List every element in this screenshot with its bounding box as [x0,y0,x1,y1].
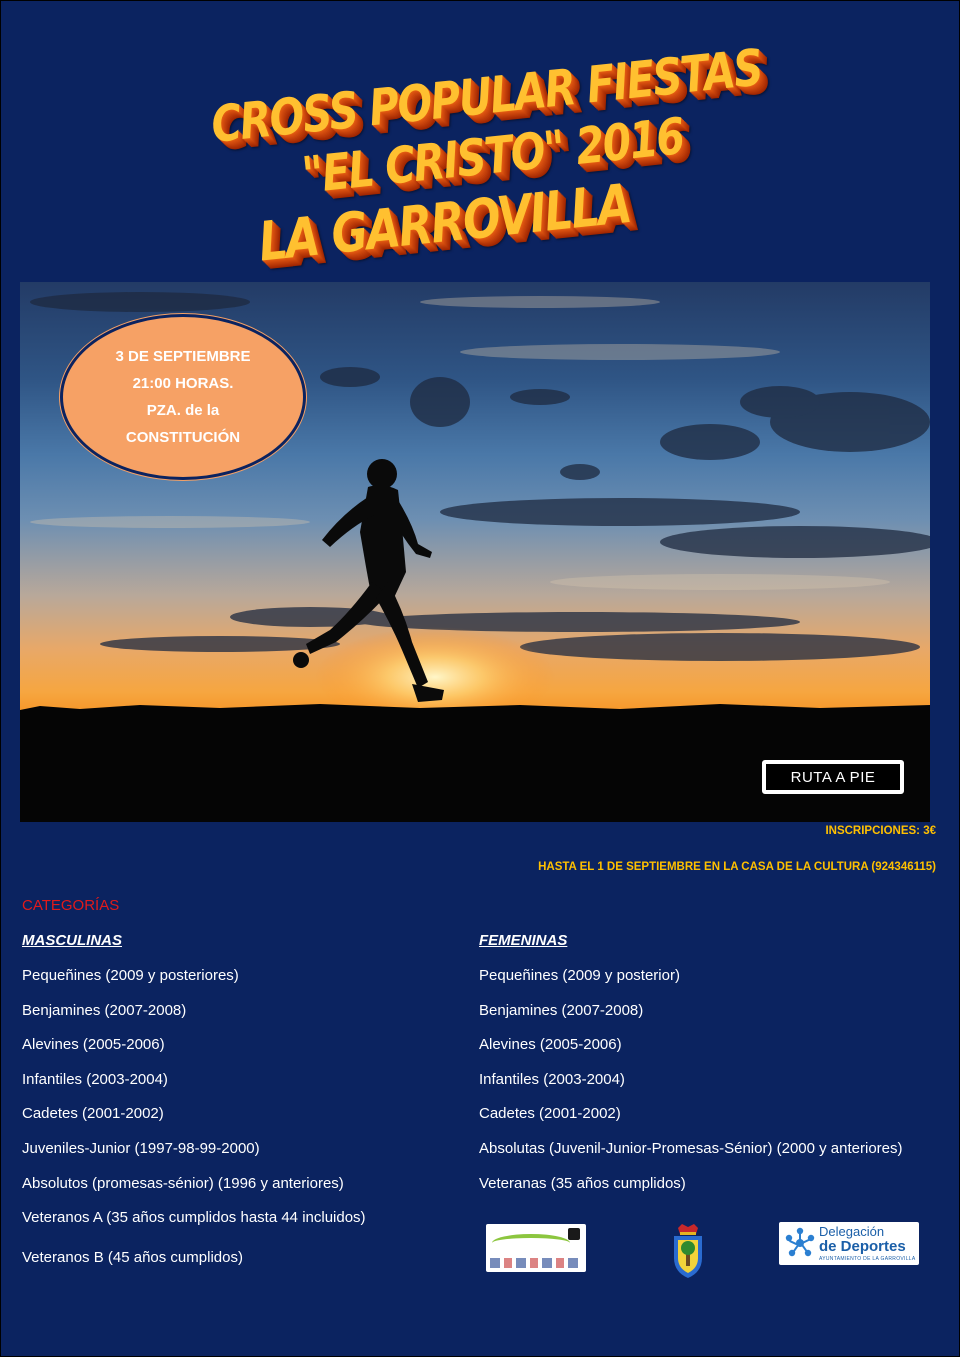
male-category-item: Veteranos A (35 años cumplidos hasta 44 incluidos) [22,1209,366,1227]
male-category-item: Infantiles (2003-2004) [22,1070,168,1088]
male-category-item: Cadetes (2001-2002) [22,1105,164,1123]
event-time: 21:00 HORAS. [132,375,234,392]
registration-deadline: HASTA EL 1 DE SEPTIEMBRE EN LA CASA DE LA CULTURA (924346115) [538,861,936,873]
female-categories [479,930,903,1207]
female-category-item: Infantiles (2003-2004) [479,1070,625,1088]
coat-of-arms-icon [670,1222,706,1280]
male-categories [22,930,366,1282]
route-label-box: RUTA A PIE [762,760,904,794]
male-category-item: Benjamines (2007-2008) [22,1001,187,1019]
female-category-item: Cadetes (2001-2002) [479,1105,621,1123]
male-category-item: Veteranos B (45 años cumplidos) [22,1249,243,1267]
registration-fee: INSCRIPCIONES: 3€ [825,825,936,837]
diputacion-logo [486,1224,586,1272]
male-categories-title: MASCULINAS [22,932,122,949]
female-category-item: Benjamines (2007-2008) [479,1001,644,1019]
female-category-item: Pequeñines (2009 y posterior) [479,967,680,984]
poster-title-line2: LA GARROVILLA [255,171,634,274]
female-categories-title: FEMENINAS [479,932,568,949]
categories-heading: CATEGORÍAS [22,897,120,914]
female-category-item: Veteranas (35 años cumplidos) [479,1174,686,1192]
deportes-logo-line1: Delegación [819,1224,885,1239]
male-category-item: Alevines (2005-2006) [22,1036,165,1054]
deportes-logo-line3: AYUNTAMIENTO DE LA GARROVILLA [819,1256,916,1262]
male-category-item: Pequeñines (2009 y posteriores) [22,967,239,984]
deportes-star-icon [783,1226,817,1260]
male-category-item: Absolutos (promesas-sénior) (1996 y anteriores) [22,1174,344,1192]
female-category-item: Alevines (2005-2006) [479,1036,622,1054]
event-place-line2: CONSTITUCIÓN [125,429,241,446]
runner-photo [20,282,930,822]
male-category-item: Juveniles-Junior (1997-98-99-2000) [22,1139,260,1157]
female-category-item: Absolutas (Juvenil-Junior-Promesas-Sénior) (2000 y anteriores) [479,1139,903,1157]
event-details-oval [60,314,306,480]
event-place-line1: PZA. de la [146,402,220,419]
poster-title-line1: CROSS POPULAR FIESTAS "EL CRISTO" 2016 [208,38,765,205]
delegacion-deportes-logo [779,1222,919,1265]
deportes-logo-line2: de Deportes [819,1238,906,1255]
event-date: 3 DE SEPTIEMBRE [115,348,251,365]
